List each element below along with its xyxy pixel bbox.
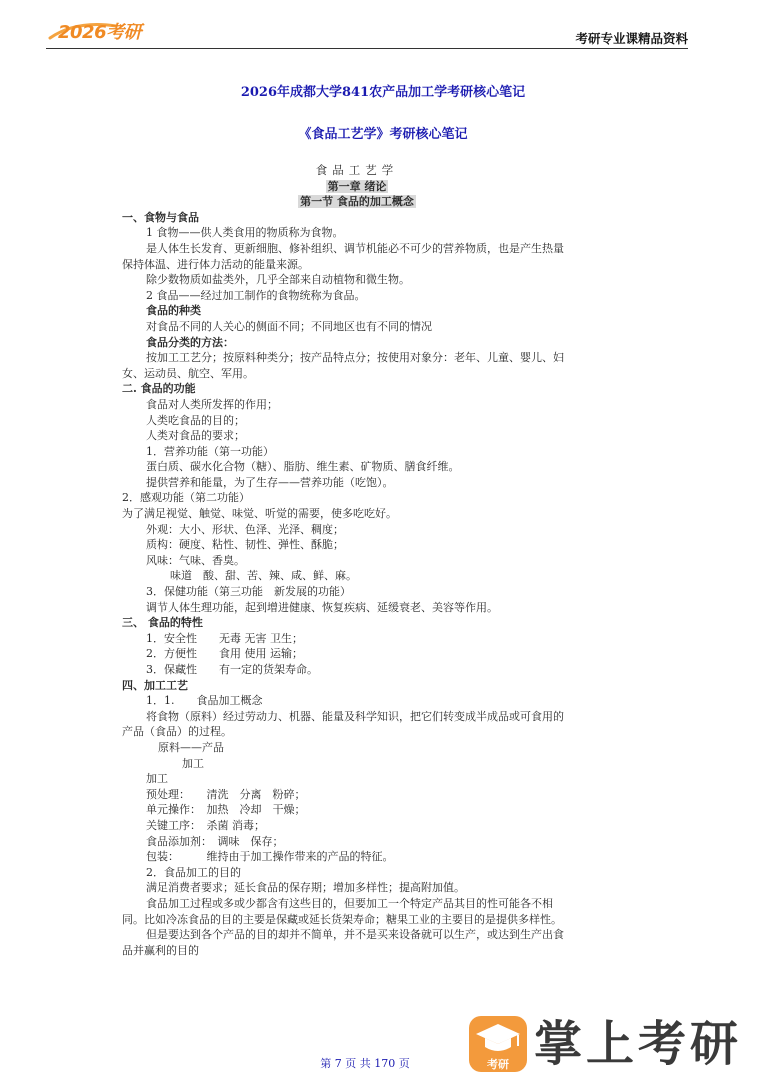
text-line: 调节人体生理功能，起到增进健康、恢复疾病、延缓衰老、美容等作用。 — [146, 600, 498, 614]
text-line: 1．安全性 无毒 无害 卫生； — [146, 631, 303, 645]
text-line: 是人体生长发育、更新细胞、修补组织、调节机能必不可少的营养物质，也是产生热量 — [146, 241, 564, 255]
text-line: 2 食品——经过加工制作的食物统称为食品。 — [146, 288, 366, 302]
text-line: 品并赢利的目的 — [122, 943, 199, 957]
text-line: 2．食品加工的目的 — [146, 865, 241, 879]
text-line: 2．感观功能（第二功能） — [122, 491, 250, 505]
brand-watermark — [468, 1015, 758, 1073]
section-heading: 第一节 食品的加工概念 — [300, 195, 414, 209]
subheading: 食品的种类 — [146, 304, 201, 318]
text-line: 按加工工艺分；按原料种类分；按产品特点分；按使用对象分：老年、儿童、婴儿、妇 — [146, 351, 564, 365]
text-line: 1．营养功能（第一功能） — [146, 444, 274, 458]
chapter-heading: 第一章 绪论 — [327, 179, 387, 193]
text-line: 风味：气味、香臭。 — [146, 553, 245, 567]
page-number: 第 7 页 共 170 页 — [320, 1057, 410, 1070]
text-line: 女、运动员、航空、军用。 — [122, 366, 254, 380]
text-line: 3．保藏性 有一定的货架寿命。 — [146, 663, 318, 676]
text-line: 预处理： 清洗 分离 粉碎； — [146, 787, 306, 801]
heading-1: 一、食物与食品 — [122, 210, 199, 224]
document-subtitle: 《食品工艺学》考研核心笔记 — [298, 127, 468, 142]
text-line: 人类吃食品的目的； — [146, 413, 245, 427]
text-line: 食品添加剂： 调味 保存； — [146, 834, 284, 848]
text-line: 满足消费者要求；延长食品的保存期；增加多样性；提高附加值。 — [146, 881, 465, 895]
page-header — [46, 14, 688, 49]
text-line: 味道 酸、甜、苦、辣、咸、鲜、麻。 — [170, 569, 357, 583]
logo — [46, 16, 146, 46]
brand-badge-text: 考研 — [487, 1058, 509, 1071]
text-line: 产品（食品）的过程。 — [122, 725, 232, 739]
text-line: 质构：硬度、粘性、韧性、弹性、酥脆； — [146, 538, 344, 552]
text-line: 1 食物——供人类食用的物质称为食物。 — [146, 226, 344, 240]
header-title: 考研专业课精品资料 — [575, 31, 688, 46]
text-line: 提供营养和能量，为了生存——营养功能（吃饱）。 — [146, 475, 394, 489]
text-line: 3．保健功能（第三功能 新发展的功能） — [146, 585, 351, 599]
text-line: 食品加工过程或多或少都含有这些目的，但要加工一个特定产品其目的性可能各不相 — [146, 896, 553, 910]
text-line: 但是要达到各个产品的目的却并不简单，并不是买来设备就可以生产，或达到生产出食 — [146, 928, 564, 942]
text-line: 为了满足视觉、触觉、味觉、听觉的需要，使多吃吃好。 — [122, 507, 397, 521]
heading-3: 三、 食品的特性 — [122, 616, 203, 630]
document-title: 2026年成都大学841农产品加工学考研核心笔记 — [240, 85, 526, 100]
subheading: 食品分类的方法： — [146, 335, 234, 349]
brand-name: 掌上考研 — [534, 1016, 743, 1072]
text-line: 加工 — [182, 756, 204, 770]
notes-body — [122, 163, 592, 958]
text-line: 除少数物质如盐类外，几乎全部来自动植物和微生物。 — [146, 273, 410, 287]
book-title: 食品工艺学 — [315, 163, 399, 177]
text-line: 包装： 维持由于加工操作带来的产品的特征。 — [146, 850, 394, 864]
logo-text: 2026考研 — [58, 22, 142, 43]
text-line: 2．方便性 食用 使用 运输； — [146, 647, 303, 661]
text-line: 对食品不同的人关心的侧面不同；不同地区也有不同的情况 — [146, 319, 432, 333]
text-line: 蛋白质、碳水化合物（糖）、脂肪、维生素、矿物质、膳食纤维。 — [146, 460, 460, 474]
text-line: 单元操作： 加热 冷却 干燥； — [146, 803, 306, 817]
heading-2: 二. 食品的功能 — [122, 382, 196, 396]
text-line: 1．1. 食品加工概念 — [146, 694, 263, 708]
heading-4: 四、加工工艺 — [122, 678, 188, 692]
text-line: 人类对食品的要求； — [146, 429, 245, 443]
text-line: 同。比如冷冻食品的目的主要是保藏或延长货架寿命；糖果工业的主要目的是提供多样性。 — [122, 912, 562, 926]
text-line: 食品对人类所发挥的作用； — [146, 397, 278, 411]
text-line: 关键工序： 杀菌 消毒； — [146, 818, 265, 832]
text-line: 加工 — [146, 772, 168, 786]
graduation-cap-icon — [468, 1015, 528, 1073]
text-line: 保持体温、进行体力活动的能量来源。 — [122, 257, 309, 271]
text-line: 外观：大小、形状、色泽、光泽、稠度； — [146, 522, 344, 536]
text-line: 原料——产品 — [158, 740, 224, 754]
text-line: 将食物（原料）经过劳动力、机器、能量及科学知识，把它们转变成半成品或可食用的 — [146, 709, 564, 723]
